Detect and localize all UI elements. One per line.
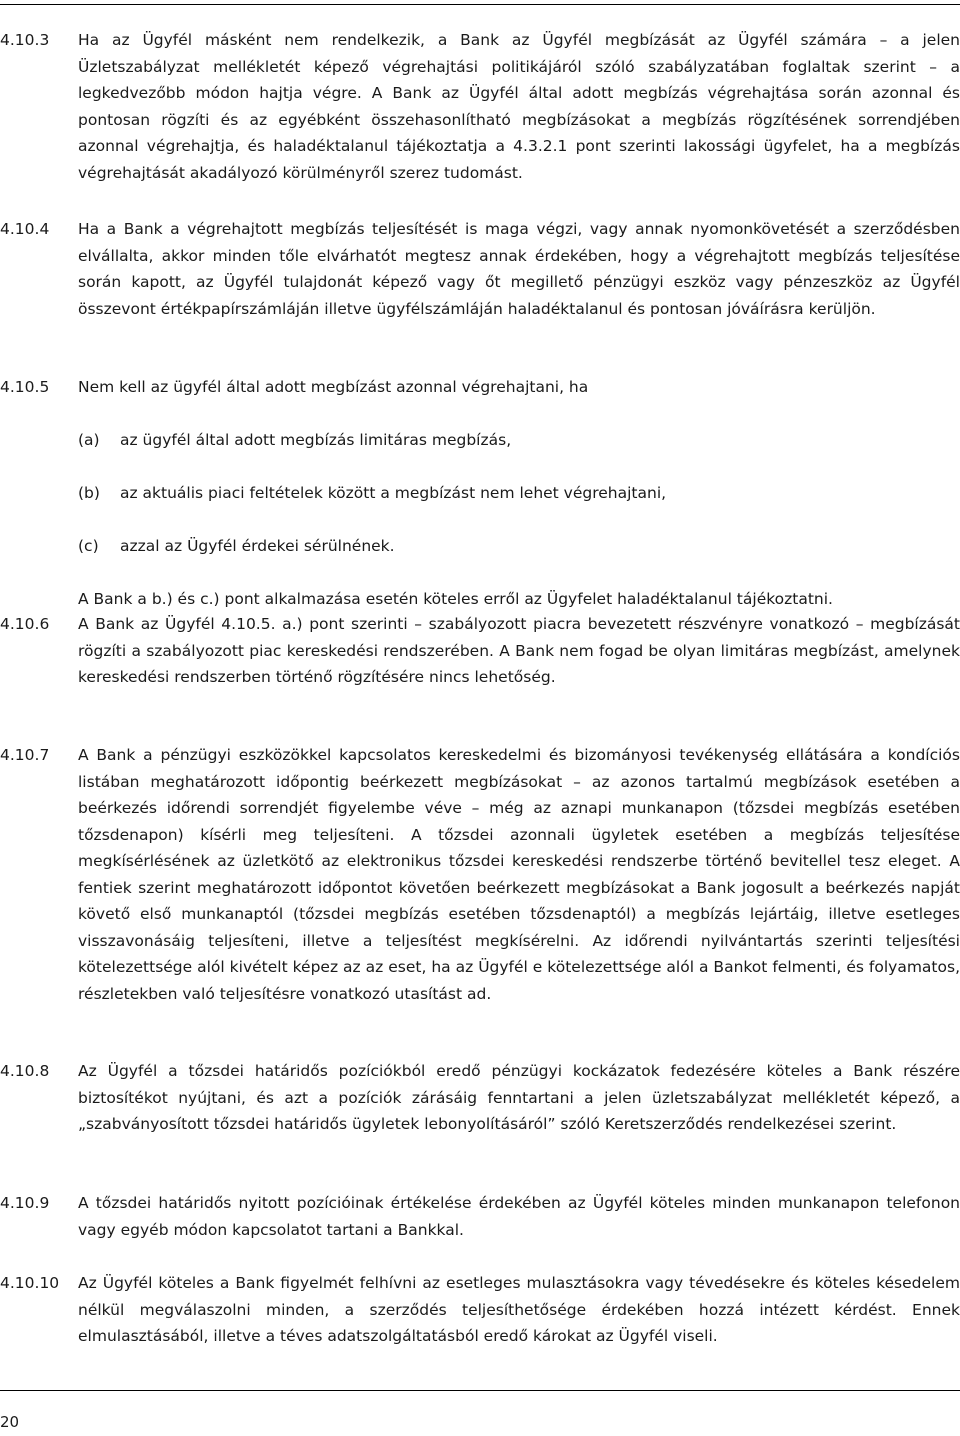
list-item-text: az aktuális piaci feltételek között a megbízást nem lehet végrehajtani, bbox=[120, 484, 667, 502]
footer-rule bbox=[0, 1390, 960, 1391]
list-item-label: (b) bbox=[78, 484, 100, 502]
section-number: 4.10.5 bbox=[0, 378, 50, 396]
list-item-label: (c) bbox=[78, 537, 99, 555]
section-text: Az Ügyfél a tőzsdei határidős pozíciókból eredő pénzügyi kockázatok fedezésére köteles a Bank részére biztosítékot nyújtani, és azt a pozíciók zárásáig fenntartani a jelen üzletszabályzat mellékletét képező, a „szabványosított tőzsdei határidős ügyletek lebonyolításáról” szóló Keretszerződés rendelkezései szerint. bbox=[78, 1062, 960, 1133]
section-4-10-10 bbox=[0, 1270, 960, 1350]
section-text: A Bank az Ügyfél 4.10.5. a.) pont szerinti – szabályozott piacra bevezetett részvényre vonatkozó – megbízását rögzíti a szabályozott piac kereskedési rendszerében. A Bank nem fogad be olyan limitáras megbízást, amelynek kereskedési rendszerben történő rögzítésére nincs lehetőség. bbox=[78, 615, 960, 686]
section-text: A tőzsdei határidős nyitott pozícióinak értékelése érdekében az Ügyfél köteles minden munkanapon telefonon vagy egyéb módon kapcsolatot tartani a Bankkal. bbox=[78, 1194, 960, 1239]
list-item-text: azzal az Ügyfél érdekei sérülnének. bbox=[120, 537, 395, 555]
section-number: 4.10.4 bbox=[0, 220, 50, 238]
list-item-c bbox=[78, 533, 958, 560]
section-4-10-8 bbox=[0, 1058, 960, 1138]
section-4-10-5 bbox=[0, 374, 960, 401]
section-number: 4.10.10 bbox=[0, 1274, 60, 1292]
section-4-10-3 bbox=[0, 27, 960, 186]
section-number: 4.10.7 bbox=[0, 746, 50, 764]
section-number: 4.10.3 bbox=[0, 31, 50, 49]
section-4-10-4 bbox=[0, 216, 960, 322]
section-4-10-9 bbox=[0, 1190, 960, 1243]
section-number: 4.10.9 bbox=[0, 1194, 50, 1212]
section-4-10-6 bbox=[0, 611, 960, 691]
section-text: Az Ügyfél köteles a Bank figyelmét felhívni az esetleges mulasztásokra vagy tévedésekre és köteles késedelem nélkül megválaszolni minden, a szerződés teljesíthetősége érdekében hozzá intézett kérdést. Ennek elmulasztásából, illetve a téves adatszolgáltatásból eredő károkat az Ügyfél viseli. bbox=[78, 1274, 960, 1345]
top-rule bbox=[0, 4, 960, 5]
page-number: 20 bbox=[0, 1413, 20, 1431]
list-item-a bbox=[78, 427, 958, 454]
list-item-text: az ügyfél által adott megbízás limitáras megbízás, bbox=[120, 431, 512, 449]
list-item-label: (a) bbox=[78, 431, 100, 449]
section-text: A Bank a pénzügyi eszközökkel kapcsolatos kereskedelmi és bizományosi tevékenység ellátására a kondíciós listában meghatározott időpontig beérkezett megbízásokat – az azonos tartalmú megbízások esetében a beérkezés időrendi sorrendjét figyelembe véve – még az aznapi munkanapon (tőzsdei megbízás esetében tőzsdenapon) kísérli meg teljesíteni. A tőzsdei azonnali ügyletek esetében a megbízás teljesítése megkísérlésének az üzletkötő az elektronikus tőzsdei kereskedési rendszerbe történő bevitellel tesz eleget. A fentiek szerint meghatározott időpontot követően beérkezett megbízásokat a Bank jogosult a beérkezés napját követő első munkanaptól (tőzsdei megbízás esetében tőzsdenaptól) a megbízás lejártáig, illetve esetleges visszavonásáig teljesíteni, illetve a teljesítést megkísérelni. Az időrendi nyilvántartás szerinti teljesítési kötelezettsége alól kivételt képez az az eset, ha az Ügyfél e kötelezettsége alól a Bankot felmenti, és folyamatos, részletekben való teljesítésre vonatkozó utasítást ad. bbox=[78, 746, 960, 1003]
section-text: Ha a Bank a végrehajtott megbízás teljesítését is maga végzi, vagy annak nyomonkövetését a szerződésben elvállalta, akkor minden tőle elvárhatót megtesz annak érdekében, hogy a végrehajtott megbízás teljesítése során kapott, az Ügyfél tulajdonát képező vagy őt megillető pénzügyi eszköz vagy pénzeszköz az Ügyfél összevont értékpapírszámláján illetve ügyfélszámláján haladéktalanul és pontosan jóváírásra kerüljön. bbox=[78, 220, 960, 318]
list-item-b bbox=[78, 480, 958, 507]
section-4-10-7 bbox=[0, 742, 960, 1007]
section-text: Ha az Ügyfél másként nem rendelkezik, a Bank az Ügyfél megbízását az Ügyfél számára – a jelen Üzletszabályzat mellékletét képező végrehajtási politikájáról szóló szabályzatában foglaltak szerint – a legkedvezőbb módon hajtja végre. A Bank az Ügyfél által adott megbízás végrehajtása során azonnal és pontosan rögzíti és az egyébként összehasonlítható megbízásokat a megbízás rögzítésének sorrendjében azonnal végrehajtja, és haladéktalanul tájékoztatja a 4.3.2.1 pont szerinti lakossági ügyfelet, ha a megbízás végrehajtását akadályozó körülményről szerez tudomást. bbox=[78, 31, 960, 182]
section-number: 4.10.6 bbox=[0, 615, 50, 633]
section-text: Nem kell az ügyfél által adott megbízást azonnal végrehajtani, ha bbox=[78, 378, 589, 396]
section-number: 4.10.8 bbox=[0, 1062, 50, 1080]
section-closing-text: A Bank a b.) és c.) pont alkalmazása esetén köteles erről az Ügyfelet haladéktalanul tájékoztatni. bbox=[78, 590, 833, 608]
